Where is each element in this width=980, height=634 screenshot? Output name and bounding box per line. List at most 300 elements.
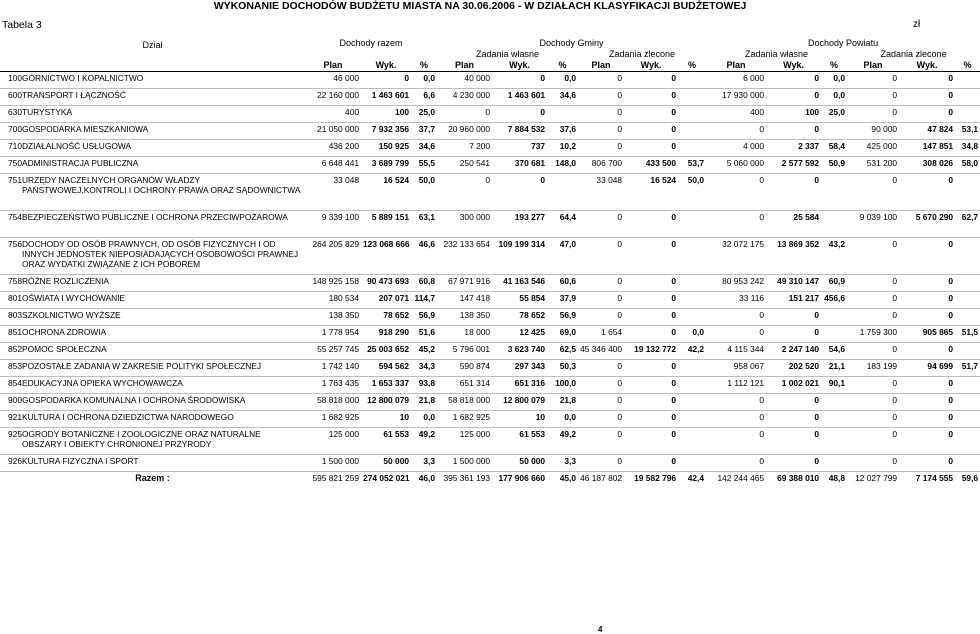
- cell-gm-wlasne-plan: 651 314: [437, 377, 492, 394]
- cell-gm-wlasne-plan: 40 000: [437, 72, 492, 89]
- cell-pow-wlasne-plan: 17 930 000: [706, 89, 766, 106]
- cell-pow-wlasne-plan: 0: [706, 455, 766, 472]
- cell-gm-zlecone-plan: 0: [578, 394, 624, 411]
- cell-gm-zlecone-wyk: 0: [624, 428, 678, 455]
- cell-razem-wyk: 1 653 337: [361, 377, 411, 394]
- dzial-code: 754: [0, 211, 22, 238]
- cell-gm-zlecone-plan: 0: [578, 89, 624, 106]
- cell-gm-wlasne-pct: [547, 106, 578, 123]
- cell-razem-pct: 6,6: [411, 89, 437, 106]
- cell-gm-zlecone-wyk: 433 500: [624, 157, 678, 174]
- cell-gm-zlecone-pct: [678, 89, 706, 106]
- cell-gm-zlecone-plan: 33 048: [578, 174, 624, 211]
- cell-gm-wlasne-pct: 62,5: [547, 343, 578, 360]
- cell-pow-wlasne-wyk: 202 520: [766, 360, 821, 377]
- cell-razem-plan: 1 682 925: [305, 411, 361, 428]
- cell-gm-zlecone-plan: 806 700: [578, 157, 624, 174]
- dzial-name: SZKOLNICTWO WYŻSZE: [22, 309, 305, 326]
- cell-gm-zlecone-wyk: 0: [624, 326, 678, 343]
- dzial-code: 900: [0, 394, 22, 411]
- cell-gm-wlasne-pct: 21,8: [547, 394, 578, 411]
- cell-gm-wlasne-wyk: 3 623 740: [492, 343, 547, 360]
- cell-gm-wlasne-wyk: 10: [492, 411, 547, 428]
- cell-pow-zlecone-plan: 425 000: [847, 140, 899, 157]
- dzial-name: TRANSPORT I ŁĄCZNOŚĆ: [22, 89, 305, 106]
- cell-razem-plan: 125 000: [305, 428, 361, 455]
- cell-razem-pct: 93,8: [411, 377, 437, 394]
- cell-gm-wlasne-wyk: 1 463 601: [492, 89, 547, 106]
- cell-gm-wlasne-pct: 0,0: [547, 72, 578, 89]
- cell-pow-zlecone-wyk: 47 824: [899, 123, 955, 140]
- cell-pow-zlecone-pct: [955, 238, 980, 275]
- cell-pow-zlecone-pct: 34,8: [955, 140, 980, 157]
- cell-gm-wlasne-wyk: 78 652: [492, 309, 547, 326]
- cell-pow-zlecone-wyk: 0: [899, 275, 955, 292]
- dzial-name: GOSPODARKA KOMUNALNA I OCHRONA ŚRODOWISKA: [22, 394, 305, 411]
- cell-pow-wlasne-pct: [821, 455, 847, 472]
- cell-pow-zlecone-plan: 1 759 300: [847, 326, 899, 343]
- currency-unit: zł: [913, 19, 921, 30]
- cell-pow-wlasne-wyk: 0: [766, 411, 821, 428]
- cell-razem-pct: 3,3: [411, 455, 437, 472]
- cell-pow-wlasne-pct: 0,0: [821, 72, 847, 89]
- dzial-name: KULTURA FIZYCZNA I SPORT: [22, 455, 305, 472]
- cell-pow-zlecone-wyk: 308 026: [899, 157, 955, 174]
- header-pct: %: [821, 59, 847, 72]
- cell-pow-wlasne-plan: 0: [706, 123, 766, 140]
- cell-gm-zlecone-pct: 50,0: [678, 174, 706, 211]
- table-row: [0, 309, 980, 326]
- cell-pow-wlasne-wyk: 0: [766, 428, 821, 455]
- dzial-code: 925: [0, 428, 22, 455]
- header-plan: Plan: [847, 59, 899, 72]
- cell-gm-zlecone-pct: [678, 140, 706, 157]
- cell-pow-wlasne-plan: 958 067: [706, 360, 766, 377]
- cell-gm-zlecone-pct: [678, 275, 706, 292]
- dzial-code: 756: [0, 238, 22, 275]
- table-row: [0, 238, 980, 275]
- cell-gm-zlecone-plan: 0: [578, 238, 624, 275]
- cell-pow-zlecone-pct: [955, 275, 980, 292]
- cell-gm-wlasne-plan: 67 971 916: [437, 275, 492, 292]
- cell-pow-zlecone-pct: [955, 411, 980, 428]
- cell-pow-zlecone-wyk: 0: [899, 106, 955, 123]
- cell-pow-wlasne-wyk: 25 584: [766, 211, 821, 238]
- cell-pow-wlasne-plan: 0: [706, 174, 766, 211]
- cell-pow-wlasne-wyk: 0: [766, 123, 821, 140]
- table-row: [0, 140, 980, 157]
- cell-pow-zlecone-plan: 531 200: [847, 157, 899, 174]
- cell-pow-zlecone-pct: 51,7: [955, 360, 980, 377]
- cell-gm-zlecone-plan: 0: [578, 140, 624, 157]
- cell-gm-zlecone-wyk: 0: [624, 238, 678, 275]
- cell-pow-zlecone-wyk: 0: [899, 411, 955, 428]
- cell-razem-pct: 37,7: [411, 123, 437, 140]
- income-table: [0, 30, 980, 488]
- cell-razem-pct: 0,0: [411, 411, 437, 428]
- cell-gm-zlecone-plan: 46 187 802: [580, 473, 623, 483]
- cell-gm-wlasne-pct: [547, 174, 578, 211]
- cell-gm-wlasne-plan: 7 200: [437, 140, 492, 157]
- cell-razem-plan: 21 050 000: [305, 123, 361, 140]
- cell-gm-zlecone-wyk: 0: [624, 89, 678, 106]
- dzial-code: 600: [0, 89, 22, 106]
- cell-razem-pct: 51,6: [411, 326, 437, 343]
- cell-pow-zlecone-pct: [955, 394, 980, 411]
- cell-pow-wlasne-plan: 80 953 242: [706, 275, 766, 292]
- cell-razem-pct: 55,5: [411, 157, 437, 174]
- dzial-name: DZIAŁALNOŚĆ USŁUGOWA: [22, 140, 305, 157]
- header-dochody-powiatu: Dochody Powiatu: [808, 38, 879, 48]
- cell-razem-wyk: 61 553: [361, 428, 411, 455]
- cell-gm-wlasne-wyk: 7 884 532: [492, 123, 547, 140]
- cell-pow-zlecone-wyk: 0: [899, 89, 955, 106]
- cell-razem-plan: 138 350: [305, 309, 361, 326]
- cell-razem-plan: 22 160 000: [305, 89, 361, 106]
- cell-pow-wlasne-pct: 48,8: [828, 473, 846, 483]
- cell-razem-plan: 1 742 140: [305, 360, 361, 377]
- cell-pow-wlasne-wyk: 0: [766, 309, 821, 326]
- cell-pow-zlecone-wyk: 0: [899, 377, 955, 394]
- cell-pow-wlasne-wyk: 2 577 592: [766, 157, 821, 174]
- cell-gm-zlecone-plan: 1 654: [578, 326, 624, 343]
- cell-gm-wlasne-plan: 58 818 000: [437, 394, 492, 411]
- cell-pow-wlasne-pct: 0,0: [821, 89, 847, 106]
- cell-gm-wlasne-pct: 47,0: [547, 238, 578, 275]
- cell-gm-wlasne-plan: 138 350: [437, 309, 492, 326]
- cell-pow-wlasne-plan: 1 112 121: [706, 377, 766, 394]
- cell-razem-pct: 34,6: [411, 140, 437, 157]
- cell-gm-zlecone-plan: 0: [578, 123, 624, 140]
- cell-razem-plan: 6 648 441: [305, 157, 361, 174]
- dzial-code: 100: [0, 72, 22, 89]
- cell-gm-wlasne-wyk: 50 000: [492, 455, 547, 472]
- header-plan: Plan: [305, 59, 361, 72]
- cell-pow-wlasne-wyk: 1 002 021: [766, 377, 821, 394]
- table-row: [0, 343, 980, 360]
- header-pct: %: [955, 59, 980, 72]
- cell-pow-wlasne-plan: 4 115 344: [706, 343, 766, 360]
- header-wyk: Wyk.: [361, 59, 411, 72]
- dzial-name: GÓRNICTWO I KOPALNICTWO: [22, 72, 305, 89]
- cell-pow-wlasne-plan: 142 244 465: [717, 473, 765, 483]
- cell-pow-wlasne-pct: 58,4: [821, 140, 847, 157]
- cell-razem-pct: 21,8: [411, 394, 437, 411]
- table-row: [0, 211, 980, 238]
- cell-gm-zlecone-pct: [678, 72, 706, 89]
- cell-razem-wyk: 10: [361, 411, 411, 428]
- cell-gm-zlecone-pct: [678, 292, 706, 309]
- cell-pow-zlecone-pct: 58,0: [955, 157, 980, 174]
- cell-pow-zlecone-wyk: 7 174 555: [915, 473, 954, 483]
- cell-gm-wlasne-wyk: 0: [492, 174, 547, 211]
- cell-razem-wyk: 150 925: [361, 140, 411, 157]
- cell-gm-wlasne-pct: 34,6: [547, 89, 578, 106]
- table-row: [0, 72, 980, 89]
- cell-razem-plan: 33 048: [305, 174, 361, 211]
- cell-razem-plan: 58 818 000: [305, 394, 361, 411]
- cell-razem-pct: 63,1: [411, 211, 437, 238]
- cell-pow-wlasne-plan: 0: [706, 326, 766, 343]
- header-dzial: Dział: [142, 39, 163, 50]
- cell-pow-wlasne-wyk: 0: [766, 174, 821, 211]
- table-row: [0, 428, 980, 455]
- cell-gm-zlecone-wyk: 16 524: [624, 174, 678, 211]
- table-row: [0, 377, 980, 394]
- cell-pow-zlecone-pct: 51,5: [955, 326, 980, 343]
- cell-razem-pct: 25,0: [411, 106, 437, 123]
- cell-pow-wlasne-pct: 90,1: [821, 377, 847, 394]
- cell-gm-zlecone-plan: 0: [578, 428, 624, 455]
- cell-gm-wlasne-plan: 232 133 654: [437, 238, 492, 275]
- cell-pow-wlasne-pct: 43,2: [821, 238, 847, 275]
- header-plan: Plan: [578, 59, 624, 72]
- cell-pow-zlecone-plan: 12 027 799: [855, 473, 898, 483]
- cell-pow-wlasne-plan: 6 000: [706, 72, 766, 89]
- cell-gm-zlecone-wyk: 0: [624, 360, 678, 377]
- cell-gm-wlasne-wyk: 370 681: [492, 157, 547, 174]
- cell-gm-wlasne-plan: 0: [437, 106, 492, 123]
- cell-razem-pct: 46,0: [418, 473, 436, 483]
- cell-gm-wlasne-wyk: 651 316: [492, 377, 547, 394]
- header-plan: Plan: [437, 59, 492, 72]
- table-row: [0, 106, 980, 123]
- cell-gm-zlecone-wyk: 0: [624, 72, 678, 89]
- cell-gm-wlasne-wyk: 737: [492, 140, 547, 157]
- cell-gm-zlecone-wyk: 0: [624, 455, 678, 472]
- dzial-name: URZĘDY NACZELNYCH ORGANÓW WŁADZY PAŃSTWOWEJ,KONTROLI I OCHRONY PRAWA ORAZ SĄDOWNICTWA: [22, 174, 305, 211]
- cell-gm-zlecone-plan: 0: [578, 292, 624, 309]
- cell-razem-wyk: 1 463 601: [361, 89, 411, 106]
- cell-pow-zlecone-wyk: 147 851: [899, 140, 955, 157]
- cell-pow-wlasne-pct: [821, 326, 847, 343]
- table-row: [0, 411, 980, 428]
- table-row: [0, 326, 980, 343]
- total-row: [0, 472, 980, 489]
- header-pct: %: [547, 59, 578, 72]
- cell-pow-zlecone-plan: 0: [847, 411, 899, 428]
- cell-pow-zlecone-plan: 0: [847, 89, 899, 106]
- cell-gm-zlecone-wyk: 0: [624, 394, 678, 411]
- table-row: [0, 455, 980, 472]
- cell-pow-wlasne-plan: 0: [706, 211, 766, 238]
- cell-pow-wlasne-pct: [821, 428, 847, 455]
- cell-gm-zlecone-plan: 0: [578, 309, 624, 326]
- cell-pow-wlasne-plan: 5 060 000: [706, 157, 766, 174]
- cell-pow-zlecone-pct: [955, 72, 980, 89]
- dzial-code: 853: [0, 360, 22, 377]
- cell-gm-zlecone-wyk: 19 132 772: [624, 343, 678, 360]
- cell-gm-zlecone-pct: 0,0: [678, 326, 706, 343]
- cell-gm-wlasne-pct: 37,6: [547, 123, 578, 140]
- table-row: [0, 275, 980, 292]
- cell-gm-wlasne-plan: 20 960 000: [437, 123, 492, 140]
- cell-gm-zlecone-wyk: 0: [624, 377, 678, 394]
- cell-razem-pct: 45,2: [411, 343, 437, 360]
- cell-razem-plan: 436 200: [305, 140, 361, 157]
- dzial-code: 926: [0, 455, 22, 472]
- cell-pow-zlecone-plan: 0: [847, 309, 899, 326]
- cell-gm-zlecone-pct: [678, 360, 706, 377]
- cell-pow-wlasne-plan: 4 000: [706, 140, 766, 157]
- cell-gm-wlasne-plan: 5 796 001: [437, 343, 492, 360]
- cell-pow-zlecone-pct: 59,6: [961, 473, 979, 483]
- dzial-code: 751: [0, 174, 22, 211]
- cell-razem-wyk: 207 071: [361, 292, 411, 309]
- cell-gm-wlasne-plan: 18 000: [437, 326, 492, 343]
- cell-razem-plan: 1 763 435: [305, 377, 361, 394]
- cell-gm-zlecone-wyk: 0: [624, 123, 678, 140]
- cell-razem-pct: 46,6: [411, 238, 437, 275]
- cell-gm-zlecone-pct: [678, 394, 706, 411]
- cell-razem-pct: 60,8: [411, 275, 437, 292]
- cell-pow-wlasne-plan: 0: [706, 309, 766, 326]
- header-wyk: Wyk.: [766, 59, 821, 72]
- cell-gm-wlasne-wyk: 61 553: [492, 428, 547, 455]
- cell-pow-zlecone-pct: [955, 106, 980, 123]
- header-powiatu-zadania-zlecone: Zadania zlecone: [880, 48, 947, 59]
- cell-gm-zlecone-wyk: 19 582 796: [634, 473, 677, 483]
- table-row: [0, 292, 980, 309]
- cell-pow-zlecone-wyk: 94 699: [899, 360, 955, 377]
- dzial-code: 750: [0, 157, 22, 174]
- cell-pow-zlecone-pct: [955, 89, 980, 106]
- cell-gm-zlecone-plan: 0: [578, 411, 624, 428]
- cell-gm-wlasne-wyk: 0: [492, 106, 547, 123]
- cell-pow-zlecone-plan: 0: [847, 106, 899, 123]
- cell-pow-wlasne-plan: 32 072 175: [706, 238, 766, 275]
- cell-pow-zlecone-pct: [955, 309, 980, 326]
- cell-pow-zlecone-plan: 9 039 100: [847, 211, 899, 238]
- dzial-name: POZOSTAŁE ZADANIA W ZAKRESIE POLITYKI SPOŁECZNEJ: [22, 360, 305, 377]
- cell-pow-zlecone-wyk: 0: [899, 174, 955, 211]
- cell-razem-wyk: 100: [361, 106, 411, 123]
- cell-pow-wlasne-plan: 400: [706, 106, 766, 123]
- dzial-name: OGRODY BOTANICZNE I ZOOLOGICZNE ORAZ NATURALNE OBSZARY I OBIEKTY CHRONIONEJ PRZYRODY: [22, 428, 305, 455]
- cell-razem-wyk: 25 003 652: [361, 343, 411, 360]
- cell-razem-plan: 400: [305, 106, 361, 123]
- cell-razem-wyk: 0: [361, 72, 411, 89]
- cell-gm-wlasne-wyk: 297 343: [492, 360, 547, 377]
- cell-gm-wlasne-pct: 0,0: [547, 411, 578, 428]
- cell-pow-zlecone-pct: 53,1: [955, 123, 980, 140]
- cell-gm-wlasne-wyk: 109 199 314: [492, 238, 547, 275]
- cell-gm-wlasne-plan: 147 418: [437, 292, 492, 309]
- cell-gm-wlasne-wyk: 41 163 546: [492, 275, 547, 292]
- cell-gm-wlasne-pct: 3,3: [547, 455, 578, 472]
- cell-pow-wlasne-pct: 456,6: [821, 292, 847, 309]
- dzial-code: 921: [0, 411, 22, 428]
- total-label: Razem :: [135, 473, 170, 483]
- cell-gm-wlasne-pct: 56,9: [547, 309, 578, 326]
- cell-gm-wlasne-plan: 4 230 000: [437, 89, 492, 106]
- cell-gm-wlasne-plan: 590 874: [437, 360, 492, 377]
- cell-pow-zlecone-pct: [955, 455, 980, 472]
- cell-gm-wlasne-wyk: 177 906 660: [498, 473, 546, 483]
- dzial-code: 803: [0, 309, 22, 326]
- header-gminy-zadania-zlecone: Zadania zlecone: [609, 48, 676, 59]
- cell-gm-wlasne-pct: 50,3: [547, 360, 578, 377]
- cell-gm-wlasne-pct: 37,9: [547, 292, 578, 309]
- cell-pow-zlecone-wyk: 0: [899, 428, 955, 455]
- cell-pow-zlecone-plan: 0: [847, 455, 899, 472]
- cell-razem-wyk: 12 800 079: [361, 394, 411, 411]
- cell-gm-wlasne-plan: 300 000: [437, 211, 492, 238]
- cell-razem-plan: 595 821 259: [312, 473, 360, 483]
- cell-razem-wyk: 123 068 666: [361, 238, 411, 275]
- header-dochody-gminy: Dochody Gminy: [539, 38, 604, 48]
- cell-gm-zlecone-pct: [678, 428, 706, 455]
- cell-razem-pct: 34,3: [411, 360, 437, 377]
- cell-razem-plan: 148 925 158: [305, 275, 361, 292]
- dzial-name: ADMINISTRACJA PUBLICZNA: [22, 157, 305, 174]
- cell-pow-wlasne-pct: [821, 174, 847, 211]
- cell-pow-zlecone-plan: 0: [847, 275, 899, 292]
- cell-gm-wlasne-plan: 250 541: [437, 157, 492, 174]
- cell-razem-plan: 180 534: [305, 292, 361, 309]
- cell-pow-zlecone-plan: 183 199: [847, 360, 899, 377]
- table-label: Tabela 3: [2, 19, 42, 31]
- cell-gm-zlecone-plan: 0: [578, 106, 624, 123]
- page-title: WYKONANIE DOCHODÓW BUDŻETU MIASTA NA 30.06.2006 - W DZIAŁACH KLASYFIKACJI BUDŻETOWEJ: [213, 0, 747, 12]
- cell-gm-wlasne-plan: 1 682 925: [437, 411, 492, 428]
- cell-razem-wyk: 5 889 151: [361, 211, 411, 238]
- cell-gm-wlasne-wyk: 12 800 079: [492, 394, 547, 411]
- cell-gm-zlecone-wyk: 0: [624, 309, 678, 326]
- cell-gm-zlecone-pct: [678, 455, 706, 472]
- cell-pow-wlasne-wyk: 13 869 352: [766, 238, 821, 275]
- cell-pow-wlasne-pct: [821, 309, 847, 326]
- cell-gm-zlecone-wyk: 0: [624, 211, 678, 238]
- cell-pow-wlasne-plan: 0: [706, 394, 766, 411]
- cell-pow-zlecone-wyk: 0: [899, 343, 955, 360]
- dzial-name: EDUKACYJNA OPIEKA WYCHOWAWCZA: [22, 377, 305, 394]
- cell-gm-zlecone-pct: [678, 411, 706, 428]
- cell-pow-wlasne-wyk: 0: [766, 72, 821, 89]
- dzial-name: BEZPIECZEŃSTWO PUBLICZNE I OCHRONA PRZECIWPOŻAROWA: [22, 211, 305, 238]
- cell-pow-wlasne-pct: 60,9: [821, 275, 847, 292]
- cell-pow-zlecone-wyk: 0: [899, 238, 955, 275]
- cell-razem-wyk: 918 290: [361, 326, 411, 343]
- cell-pow-zlecone-wyk: 0: [899, 292, 955, 309]
- cell-razem-plan: 1 778 954: [305, 326, 361, 343]
- cell-pow-zlecone-pct: [955, 428, 980, 455]
- dzial-name: OCHRONA ZDROWIA: [22, 326, 305, 343]
- cell-pow-wlasne-pct: [821, 411, 847, 428]
- cell-gm-wlasne-pct: 45,0: [559, 473, 577, 483]
- cell-razem-plan: 1 500 000: [305, 455, 361, 472]
- cell-pow-wlasne-pct: [821, 394, 847, 411]
- cell-pow-zlecone-pct: [955, 343, 980, 360]
- cell-pow-zlecone-plan: 0: [847, 394, 899, 411]
- cell-gm-zlecone-wyk: 0: [624, 411, 678, 428]
- cell-razem-pct: 0,0: [411, 72, 437, 89]
- dzial-code: 852: [0, 343, 22, 360]
- cell-pow-wlasne-pct: 54,6: [821, 343, 847, 360]
- header-wyk: Wyk.: [899, 59, 955, 72]
- cell-pow-wlasne-wyk: 0: [766, 394, 821, 411]
- cell-gm-wlasne-wyk: 0: [492, 72, 547, 89]
- cell-pow-zlecone-wyk: 0: [899, 72, 955, 89]
- header-gminy-zadania-wlasne: Zadania własne: [476, 48, 540, 59]
- cell-pow-zlecone-wyk: 0: [899, 309, 955, 326]
- cell-gm-zlecone-pct: 42,4: [687, 473, 705, 483]
- cell-razem-plan: 264 205 829: [305, 238, 361, 275]
- cell-pow-zlecone-pct: [955, 292, 980, 309]
- cell-gm-zlecone-wyk: 0: [624, 275, 678, 292]
- dzial-code: 854: [0, 377, 22, 394]
- cell-pow-zlecone-pct: [955, 377, 980, 394]
